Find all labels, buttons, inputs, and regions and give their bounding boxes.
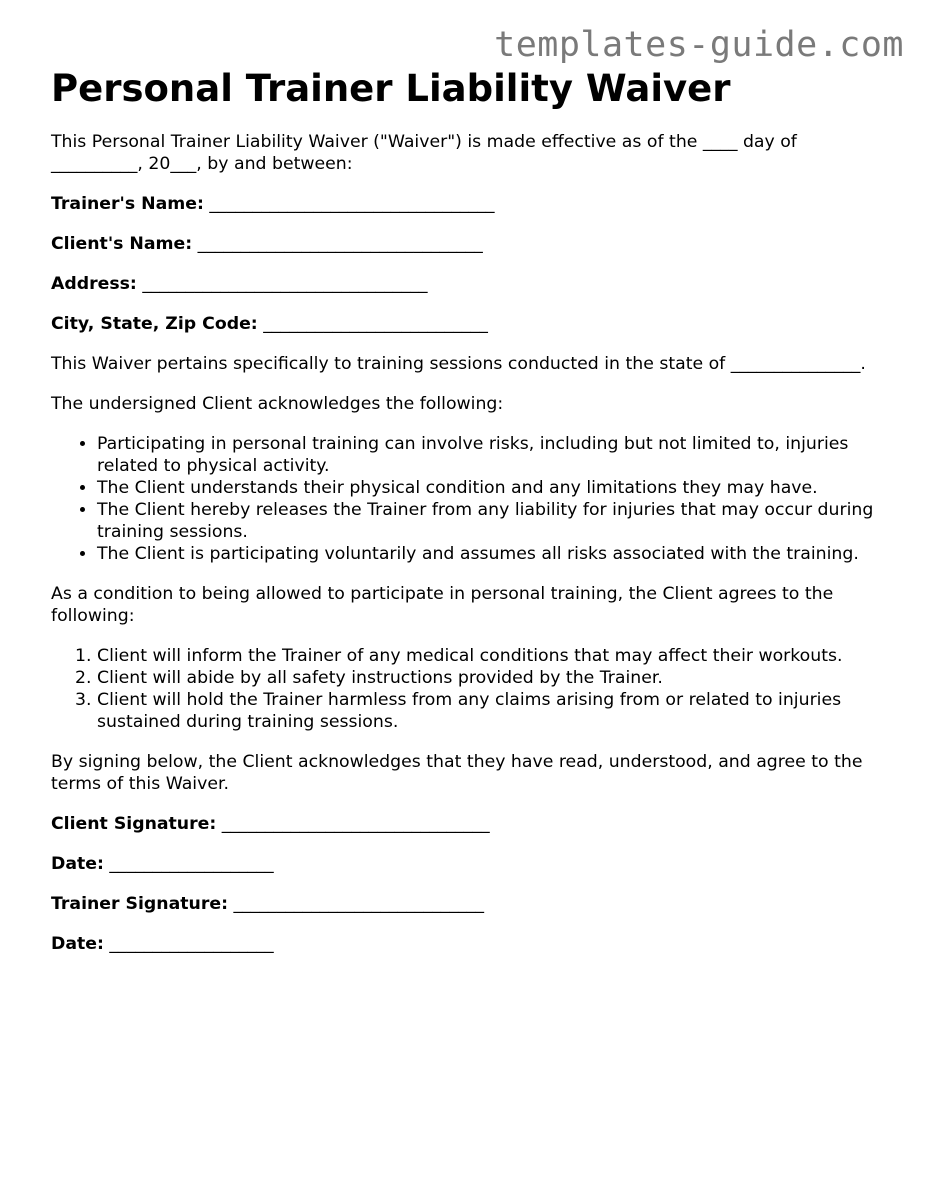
city-state-zip-field <box>51 313 891 335</box>
field-blank: _________________________________ <box>197 234 483 254</box>
list-item: 2. Client will abide by all safety instructions provided by the Trainer. <box>97 667 891 689</box>
list-item: • Participating in personal training can involve risks, including but not limited to, injuries related to physical activity. <box>97 433 891 477</box>
trainer-date-field <box>51 933 891 955</box>
condition-intro: As a condition to being allowed to participate in personal training, the Client agrees to the following: <box>51 584 834 626</box>
field-label: City, State, Zip Code: <box>51 314 258 334</box>
closing-paragraph: By signing below, the Client acknowledges that they have read, understood, and agree to the terms of this Waiver. <box>51 752 863 794</box>
field-blank: ___________________ <box>109 854 274 874</box>
list-item: 3. Client will hold the Trainer harmless from any claims arising from or related to injuries sustained during training sessions. <box>97 689 891 733</box>
list-item: 1. Client will inform the Trainer of any medical conditions that may affect their workouts. <box>97 645 891 667</box>
list-item: • The Client is participating voluntarily and assumes all risks associated with the training. <box>97 543 891 565</box>
field-label: Trainer Signature: <box>51 894 228 914</box>
field-blank: _________________________________ <box>209 194 495 214</box>
field-label: Address: <box>51 274 137 294</box>
client-name-field <box>51 233 891 255</box>
acknowledgement-list <box>51 433 891 565</box>
field-blank: _____________________________ <box>233 894 485 914</box>
client-signature-field <box>51 813 891 835</box>
intro-paragraph: This Personal Trainer Liability Waiver ("Waiver") is made effective as of the ____ day of __________, 20___, by and between: <box>51 132 797 174</box>
field-label: Client Signature: <box>51 814 217 834</box>
list-item: • The Client hereby releases the Trainer from any liability for injuries that may occur during training sessions. <box>97 499 891 543</box>
field-blank: _______________________________ <box>221 814 490 834</box>
field-label: Trainer's Name: <box>51 194 204 214</box>
state-clause: This Waiver pertains specifically to training sessions conducted in the state of _______________. <box>51 354 866 374</box>
trainer-name-field <box>51 193 891 215</box>
condition-list <box>51 645 891 733</box>
field-blank: _________________________________ <box>142 274 428 294</box>
document-page <box>51 68 891 973</box>
trainer-signature-field <box>51 893 891 915</box>
field-label: Date: <box>51 934 104 954</box>
field-label: Client's Name: <box>51 234 193 254</box>
client-date-field <box>51 853 891 875</box>
list-item: • The Client understands their physical condition and any limitations they may have. <box>97 477 891 499</box>
watermark: templates-guide.com <box>494 25 904 65</box>
address-field <box>51 273 891 295</box>
field-blank: ___________________ <box>109 934 274 954</box>
document-title: Personal Trainer Liability Waiver <box>51 67 731 110</box>
field-blank: __________________________ <box>263 314 488 334</box>
acknowledge-intro: The undersigned Client acknowledges the following: <box>51 394 504 414</box>
field-label: Date: <box>51 854 104 874</box>
